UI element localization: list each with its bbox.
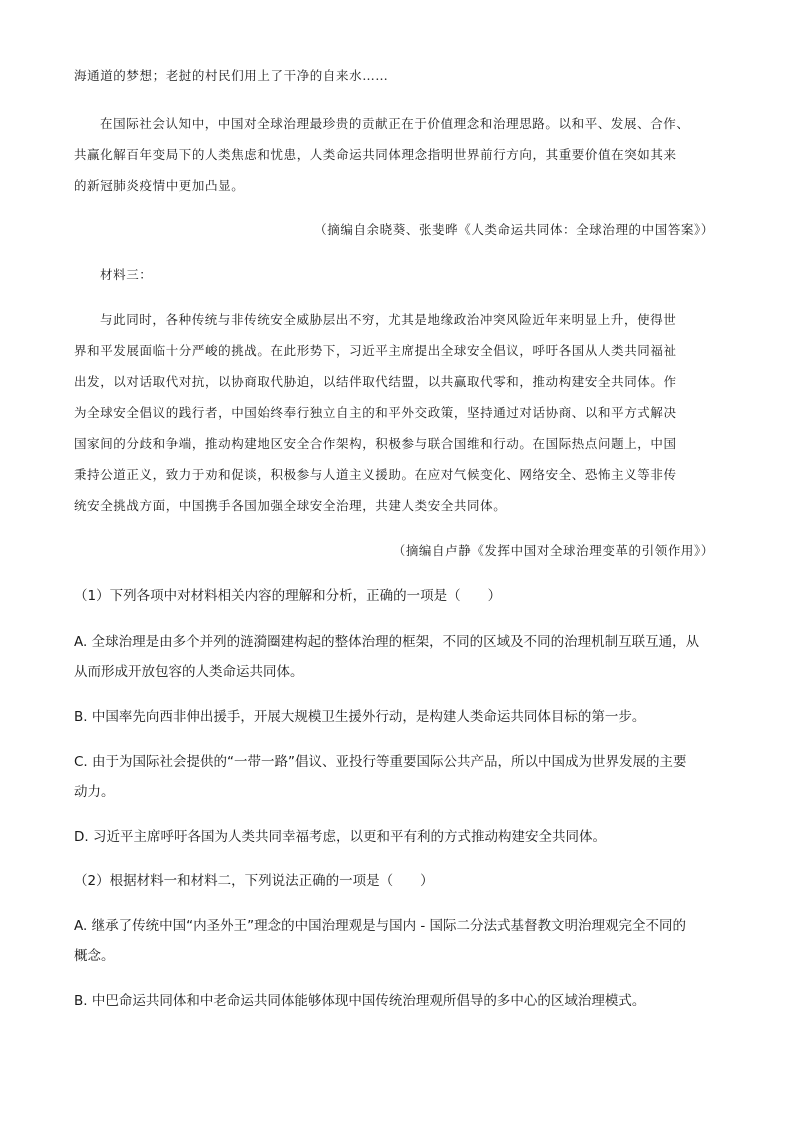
material-two-paragraph-line: 在国际社会认知中，中国对全球治理最珍贵的贡献正在于价值理念和治理思路。以和平、发展、合作、 [100, 116, 690, 131]
question-2-option-a-continued: 概念。 [74, 948, 115, 964]
material-three-paragraph-line: 秉持公道正义，致力于劝和促谈，积极参与人道主义援助。在应对气候变化、网络安全、恐怖主义等非传 [74, 467, 677, 482]
question-2-option-b: B. 中巴命运共同体和中老命运共同体能够体现中国传统治理观所倡导的多中心的区域治理模式。 [74, 993, 646, 1009]
material-three-source: （摘编自卢静《发挥中国对全球治理变革的引领作用》） [392, 543, 714, 558]
material-three-heading: 材料三： [100, 267, 153, 282]
question-1-option-c-continued: 动力。 [74, 784, 115, 800]
material-two-paragraph-line: 共赢化解百年变局下的人类焦虑和忧患，人类命运共同体理念指明世界前行方向，其重要价值在突如其来 [74, 147, 677, 162]
question-1-option-a: A. 全球治理是由多个并列的涟漪圈建构起的整体治理的框架，不同的区域及不同的治理机制互联互通，从 [74, 634, 700, 650]
material-three-paragraph-line: 与此同时，各种传统与非传统安全威胁层出不穷，尤其是地缘政治冲突风险近年来明显上升，使得世 [100, 312, 677, 327]
question-2-option-a: A. 继承了传统中国“内圣外王”理念的中国治理观是与国内 - 国际二分法式基督教文明治理观完全不同的 [74, 918, 687, 934]
material-three-paragraph-line: 国家间的分歧和争端，推动构建地区安全合作架构，积极参与联合国维和行动。在国际热点问题上，中国 [74, 436, 677, 451]
question-1-stem: （1）下列各项中对材料相关内容的理解和分析，正确的一项是（ ） [74, 588, 502, 604]
material-three-paragraph-line: 统安全挑战方面，中国携手各国加强全球安全治理，共建人类安全共同体。 [74, 498, 507, 513]
question-1-option-c: C. 由于为国际社会提供的“一带一路”倡议、亚投行等重要国际公共产品，所以中国成为世界发展的主要 [74, 754, 687, 770]
material-two-source: （摘编自余晓葵、张斐晔《人类命运共同体：全球治理的中国答案》） [314, 222, 714, 237]
question-1-option-a-continued: 从而形成开放包容的人类命运共同体。 [74, 664, 304, 680]
material-two-final-line: 海通道的梦想；老挝的村民们用上了干净的自来水…… [74, 68, 389, 83]
material-three-paragraph-line: 出发，以对话取代对抗，以协商取代胁迫，以结伴取代结盟，以共赢取代零和，推动构建安全共同体。作 [74, 374, 677, 389]
material-three-paragraph-line: 为全球安全倡议的践行者，中国始终奉行独立自主的和平外交政策，坚持通过对话协商、以和平方式解决 [74, 405, 677, 420]
material-two-paragraph-line: 的新冠肺炎疫情中更加凸显。 [74, 178, 245, 193]
material-three-paragraph-line: 界和平发展面临十分严峻的挑战。在此形势下，习近平主席提出全球安全倡议，呼吁各国从人类共同福祉 [74, 343, 677, 358]
question-2-stem: （2）根据材料一和材料二，下列说法正确的一项是（ ） [74, 873, 434, 889]
question-1-option-b: B. 中国率先向西非伸出援手，开展大规模卫生援外行动，是构建人类命运共同体目标的第一步。 [74, 709, 646, 725]
question-1-option-d: D. 习近平主席呼吁各国为人类共同幸福考虑，以更和平有利的方式推动构建安全共同体。 [74, 829, 606, 845]
